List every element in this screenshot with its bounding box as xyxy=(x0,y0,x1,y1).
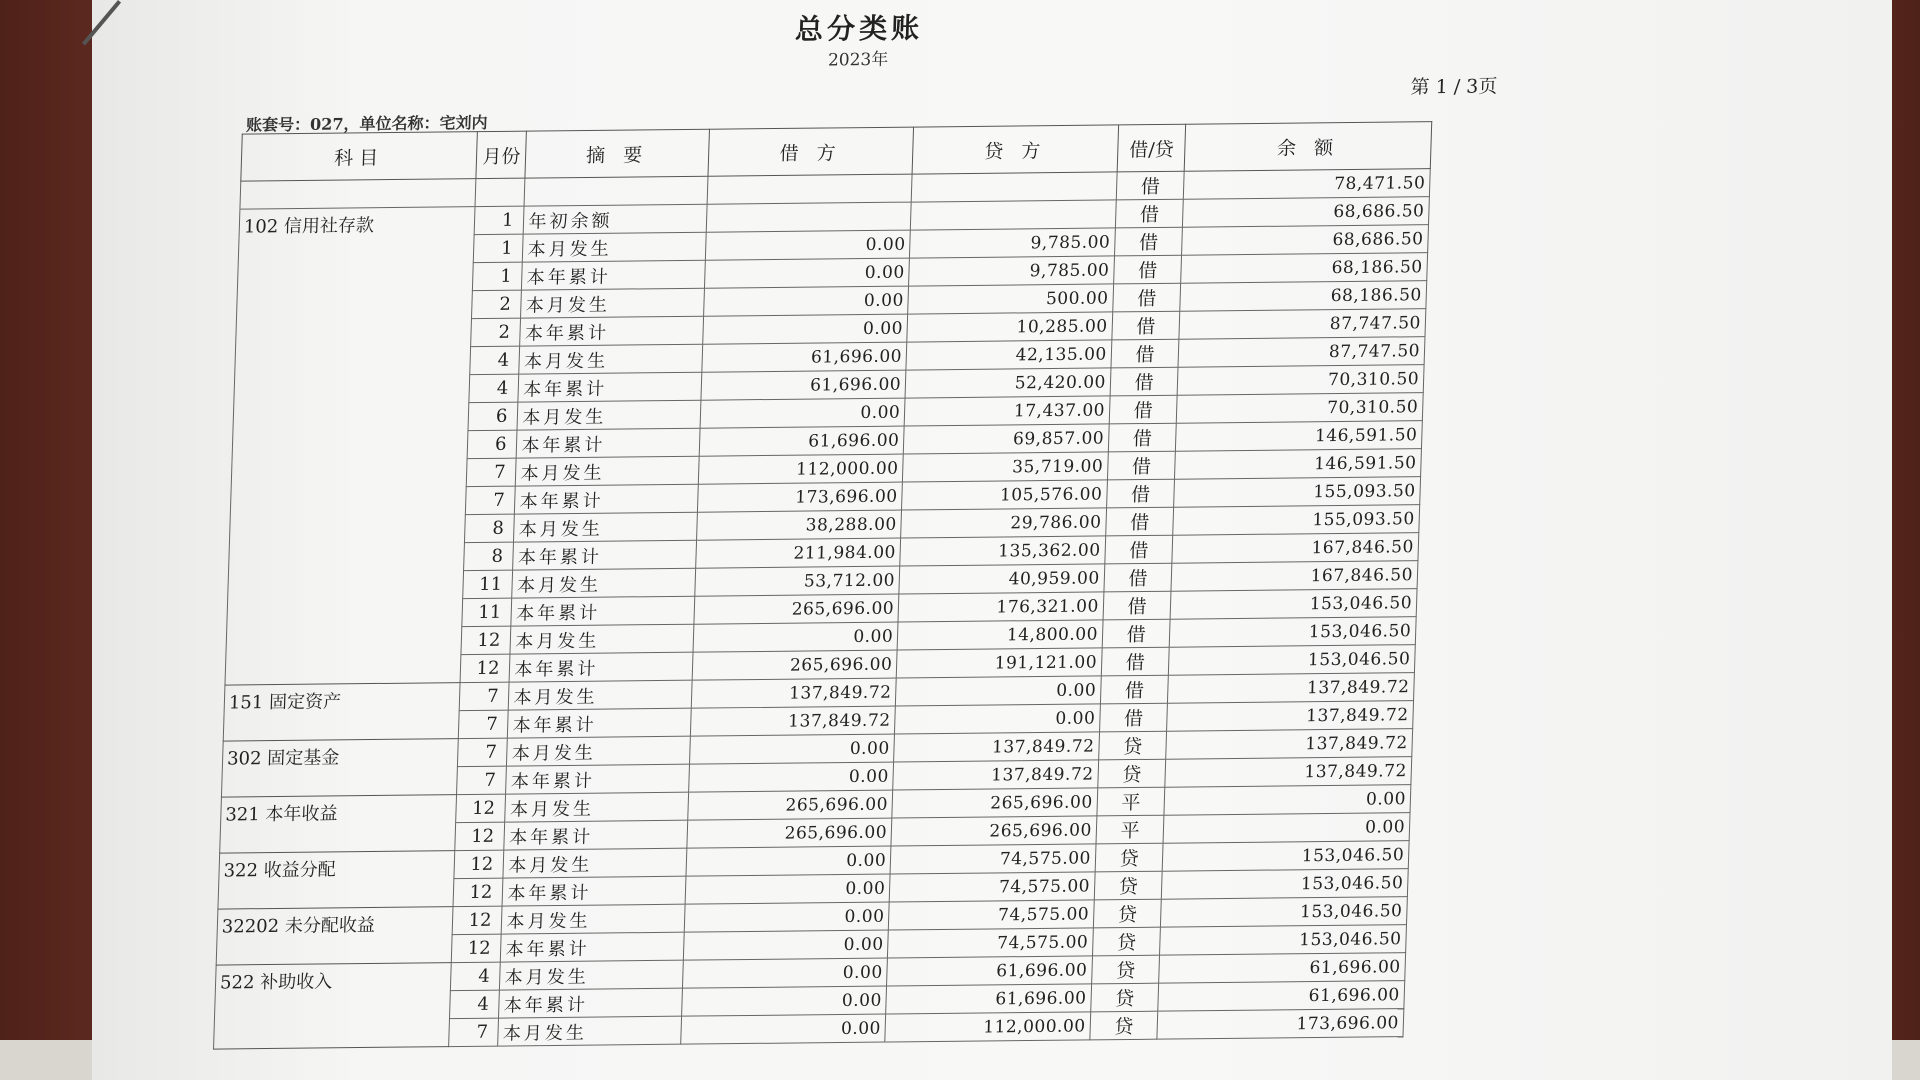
summary-cell: 本月发生 xyxy=(503,848,686,878)
header-credit: 贷 方 xyxy=(912,125,1118,174)
credit-cell: 9,785.00 xyxy=(910,228,1116,258)
debit-cell: 0.00 xyxy=(685,874,891,904)
credit-cell: 42,135.00 xyxy=(906,340,1112,370)
direction-cell: 贷 xyxy=(1092,927,1160,956)
balance-cell: 0.00 xyxy=(1164,785,1411,816)
credit-cell: 74,575.00 xyxy=(890,844,1096,874)
month-cell: 4 xyxy=(469,374,519,403)
summary-cell: 本月发生 xyxy=(505,792,688,822)
credit-cell: 74,575.00 xyxy=(889,900,1095,930)
summary-cell: 本月发生 xyxy=(519,344,702,374)
month-cell: 12 xyxy=(461,626,511,655)
opening-debit-cell xyxy=(707,174,913,204)
balance-cell: 167,846.50 xyxy=(1172,533,1419,564)
balance-cell: 167,846.50 xyxy=(1171,561,1418,592)
credit-cell: 74,575.00 xyxy=(889,872,1095,902)
summary-cell: 本年累计 xyxy=(508,708,691,738)
summary-cell: 本月发生 xyxy=(502,904,685,934)
direction-cell: 贷 xyxy=(1095,843,1163,872)
summary-cell: 本年累计 xyxy=(499,988,682,1018)
debit-cell: 0.00 xyxy=(704,258,910,288)
debit-cell: 0.00 xyxy=(686,846,892,876)
direction-cell: 借 xyxy=(1099,703,1167,732)
direction-cell: 借 xyxy=(1109,395,1177,424)
debit-cell: 0.00 xyxy=(684,902,890,932)
balance-cell: 155,093.50 xyxy=(1173,505,1420,536)
summary-cell: 本月发生 xyxy=(514,512,697,542)
summary-cell: 本月发生 xyxy=(498,1016,681,1046)
month-cell: 8 xyxy=(465,514,515,543)
debit-cell: 173,696.00 xyxy=(697,482,903,512)
header-subject: 科目 xyxy=(241,132,478,181)
direction-cell: 借 xyxy=(1106,479,1174,508)
debit-cell: 0.00 xyxy=(681,986,887,1016)
opening-subject-cell xyxy=(240,179,476,209)
direction-cell: 贷 xyxy=(1093,899,1161,928)
balance-cell: 153,046.50 xyxy=(1161,897,1408,928)
credit-cell: 14,800.00 xyxy=(897,620,1103,650)
balance-cell: 61,696.00 xyxy=(1159,953,1406,984)
direction-cell: 借 xyxy=(1100,675,1168,704)
debit-cell: 61,696.00 xyxy=(701,370,907,400)
month-cell: 4 xyxy=(451,962,501,991)
ledger-table xyxy=(213,121,1432,1049)
summary-cell: 本年累计 xyxy=(504,820,687,850)
month-cell: 11 xyxy=(462,598,512,627)
summary-cell: 本年累计 xyxy=(501,932,684,962)
subject-cell: 32202 未分配收益 xyxy=(216,907,453,965)
debit-cell: 0.00 xyxy=(702,314,908,344)
summary-cell: 本年累计 xyxy=(513,540,696,570)
credit-cell: 265,696.00 xyxy=(892,788,1098,818)
summary-cell: 本月发生 xyxy=(509,680,692,710)
direction-cell: 平 xyxy=(1096,815,1164,844)
ledger-page xyxy=(177,0,1511,1060)
header-debit: 借 方 xyxy=(708,127,914,176)
summary-cell: 本月发生 xyxy=(512,568,695,598)
month-cell: 7 xyxy=(457,766,507,795)
summary-cell: 本月发生 xyxy=(507,736,690,766)
debit-cell: 0.00 xyxy=(682,958,888,988)
debit-cell: 265,696.00 xyxy=(692,650,898,680)
summary-cell: 本年累计 xyxy=(511,596,694,626)
subject-cell: 322 收益分配 xyxy=(218,851,455,909)
month-cell: 12 xyxy=(453,878,503,907)
credit-cell: 10,285.00 xyxy=(907,312,1113,342)
credit-cell: 61,696.00 xyxy=(887,956,1093,986)
direction-cell: 贷 xyxy=(1090,1011,1158,1040)
subject-cell: 522 补助收入 xyxy=(214,963,452,1049)
credit-cell: 0.00 xyxy=(896,676,1102,706)
balance-cell: 146,591.50 xyxy=(1175,449,1422,480)
credit-cell: 191,121.00 xyxy=(896,648,1102,678)
balance-cell: 68,186.50 xyxy=(1180,281,1427,312)
direction-cell: 借 xyxy=(1101,647,1169,676)
debit-cell: 61,696.00 xyxy=(699,426,905,456)
balance-cell: 68,686.50 xyxy=(1182,225,1429,256)
month-cell: 1 xyxy=(474,206,524,235)
document-title: 总分类账 xyxy=(794,11,924,46)
account-info: 账套号：027，单位名称：宅刘内 xyxy=(245,113,488,135)
debit-cell: 0.00 xyxy=(693,622,899,652)
header-balance: 余 额 xyxy=(1185,122,1432,172)
credit-cell: 112,000.00 xyxy=(885,1012,1091,1042)
direction-cell: 借 xyxy=(1112,311,1180,340)
month-cell: 4 xyxy=(470,346,520,375)
credit-cell: 61,696.00 xyxy=(886,984,1092,1014)
subject-cell: 102 信用社存款 xyxy=(225,207,475,685)
header-month: 月份 xyxy=(476,131,527,179)
direction-cell: 贷 xyxy=(1091,955,1159,984)
summary-cell: 本年累计 xyxy=(515,484,698,514)
month-cell: 12 xyxy=(452,934,502,963)
credit-cell: 137,849.72 xyxy=(893,760,1099,790)
summary-cell: 本年累计 xyxy=(518,372,701,402)
direction-cell: 借 xyxy=(1113,255,1181,284)
direction-cell: 借 xyxy=(1104,563,1172,592)
summary-cell: 本年累计 xyxy=(517,428,700,458)
subject-cell: 302 固定基金 xyxy=(221,739,458,797)
balance-cell: 68,186.50 xyxy=(1181,253,1428,284)
debit-cell: 61,696.00 xyxy=(701,342,907,372)
summary-cell: 年初余额 xyxy=(524,204,707,234)
debit-cell: 265,696.00 xyxy=(693,594,899,624)
credit-cell: 40,959.00 xyxy=(899,564,1105,594)
month-cell: 11 xyxy=(463,570,513,599)
balance-cell: 61,696.00 xyxy=(1158,981,1405,1012)
summary-cell: 本月发生 xyxy=(510,624,693,654)
summary-cell: 本年累计 xyxy=(506,764,689,794)
credit-cell: 135,362.00 xyxy=(900,536,1106,566)
balance-cell: 70,310.50 xyxy=(1177,393,1424,424)
credit-cell: 69,857.00 xyxy=(903,424,1109,454)
month-cell: 12 xyxy=(452,906,502,935)
document-year: 2023年 xyxy=(827,49,889,71)
month-cell: 7 xyxy=(459,710,509,739)
credit-cell: 500.00 xyxy=(908,284,1114,314)
header-direction: 借/贷 xyxy=(1117,124,1186,172)
direction-cell: 借 xyxy=(1107,451,1175,480)
balance-cell: 173,696.00 xyxy=(1157,1009,1404,1040)
debit-cell: 0.00 xyxy=(700,398,906,428)
credit-cell: 105,576.00 xyxy=(902,480,1108,510)
month-cell: 12 xyxy=(460,654,510,683)
ledger-body xyxy=(214,169,1431,1049)
credit-cell xyxy=(911,200,1117,230)
direction-cell: 借 xyxy=(1114,227,1182,256)
direction-cell: 借 xyxy=(1113,283,1181,312)
direction-cell: 借 xyxy=(1110,367,1178,396)
balance-cell: 153,046.50 xyxy=(1170,589,1417,620)
direction-cell: 借 xyxy=(1115,199,1183,228)
balance-cell: 146,591.50 xyxy=(1176,421,1423,452)
balance-cell: 87,747.50 xyxy=(1178,337,1425,368)
page-number: 第 1 / 3页 xyxy=(1410,75,1498,99)
debit-cell: 0.00 xyxy=(688,762,894,792)
debit-cell: 38,288.00 xyxy=(696,510,902,540)
direction-cell: 贷 xyxy=(1091,983,1159,1012)
month-cell: 7 xyxy=(449,1018,499,1047)
summary-cell: 本月发生 xyxy=(521,288,704,318)
month-cell: 4 xyxy=(450,990,500,1019)
opening-month-cell xyxy=(475,178,525,207)
subject-cell: 321 本年收益 xyxy=(220,795,457,853)
month-cell: 7 xyxy=(458,738,508,767)
debit-cell: 0.00 xyxy=(703,286,909,316)
balance-cell: 137,849.72 xyxy=(1165,757,1412,788)
header-summary: 摘 要 xyxy=(525,129,709,178)
month-cell: 7 xyxy=(466,486,516,515)
balance-cell: 153,046.50 xyxy=(1163,841,1410,872)
balance-cell: 153,046.50 xyxy=(1162,869,1409,900)
credit-cell: 17,437.00 xyxy=(904,396,1110,426)
direction-cell: 借 xyxy=(1106,507,1174,536)
summary-cell: 本年累计 xyxy=(520,316,703,346)
debit-cell: 265,696.00 xyxy=(686,818,892,848)
direction-cell: 贷 xyxy=(1098,759,1166,788)
month-cell: 2 xyxy=(472,290,522,319)
balance-cell: 153,046.50 xyxy=(1169,645,1416,676)
month-cell: 12 xyxy=(456,794,506,823)
month-cell: 12 xyxy=(454,850,504,879)
month-cell: 7 xyxy=(460,682,510,711)
month-cell: 12 xyxy=(455,822,505,851)
balance-cell: 68,686.50 xyxy=(1183,197,1430,228)
debit-cell: 0.00 xyxy=(689,734,895,764)
balance-cell: 137,849.72 xyxy=(1168,673,1415,704)
credit-cell: 0.00 xyxy=(895,704,1101,734)
direction-cell: 借 xyxy=(1103,591,1171,620)
month-cell: 1 xyxy=(473,262,523,291)
debit-cell: 211,984.00 xyxy=(695,538,901,568)
debit-cell: 0.00 xyxy=(683,930,889,960)
month-cell: 7 xyxy=(467,458,517,487)
direction-cell: 借 xyxy=(1105,535,1173,564)
direction-cell: 贷 xyxy=(1099,731,1167,760)
summary-cell: 本月发生 xyxy=(517,400,700,430)
credit-cell: 176,321.00 xyxy=(898,592,1104,622)
credit-cell: 29,786.00 xyxy=(901,508,1107,538)
debit-cell: 0.00 xyxy=(705,230,911,260)
summary-cell: 本月发生 xyxy=(500,960,683,990)
debit-cell: 53,712.00 xyxy=(694,566,900,596)
month-cell: 6 xyxy=(467,430,517,459)
credit-cell: 265,696.00 xyxy=(891,816,1097,846)
direction-cell: 借 xyxy=(1111,339,1179,368)
debit-cell: 0.00 xyxy=(680,1014,886,1044)
debit-cell: 265,696.00 xyxy=(687,790,893,820)
credit-cell: 35,719.00 xyxy=(903,452,1109,482)
summary-cell: 本年累计 xyxy=(522,260,705,290)
direction-cell: 借 xyxy=(1102,619,1170,648)
credit-cell: 74,575.00 xyxy=(888,928,1094,958)
opening-direction: 借 xyxy=(1116,171,1184,200)
summary-cell: 本年累计 xyxy=(502,876,685,906)
debit-cell: 137,849.72 xyxy=(690,706,896,736)
month-cell: 6 xyxy=(468,402,518,431)
balance-cell: 153,046.50 xyxy=(1170,617,1417,648)
balance-cell: 70,310.50 xyxy=(1178,365,1425,396)
summary-cell: 本年累计 xyxy=(510,652,693,682)
balance-cell: 87,747.50 xyxy=(1179,309,1426,340)
summary-cell: 本月发生 xyxy=(516,456,699,486)
credit-cell: 137,849.72 xyxy=(894,732,1100,762)
direction-cell: 贷 xyxy=(1094,871,1162,900)
opening-summary-cell xyxy=(524,176,707,206)
opening-balance: 78,471.50 xyxy=(1184,169,1431,200)
direction-cell: 借 xyxy=(1108,423,1176,452)
debit-cell: 137,849.72 xyxy=(691,678,897,708)
summary-cell: 本月发生 xyxy=(523,232,706,262)
debit-cell: 112,000.00 xyxy=(698,454,904,484)
balance-cell: 0.00 xyxy=(1163,813,1410,844)
month-cell: 1 xyxy=(474,234,524,263)
credit-cell: 52,420.00 xyxy=(905,368,1111,398)
balance-cell: 153,046.50 xyxy=(1160,925,1407,956)
credit-cell: 9,785.00 xyxy=(909,256,1115,286)
subject-cell: 151 固定资产 xyxy=(223,683,460,741)
month-cell: 8 xyxy=(464,542,514,571)
month-cell: 2 xyxy=(471,318,521,347)
opening-credit-cell xyxy=(911,172,1117,202)
debit-cell xyxy=(706,202,912,232)
balance-cell: 137,849.72 xyxy=(1166,729,1413,760)
direction-cell: 平 xyxy=(1097,787,1165,816)
balance-cell: 155,093.50 xyxy=(1174,477,1421,508)
balance-cell: 137,849.72 xyxy=(1167,701,1414,732)
